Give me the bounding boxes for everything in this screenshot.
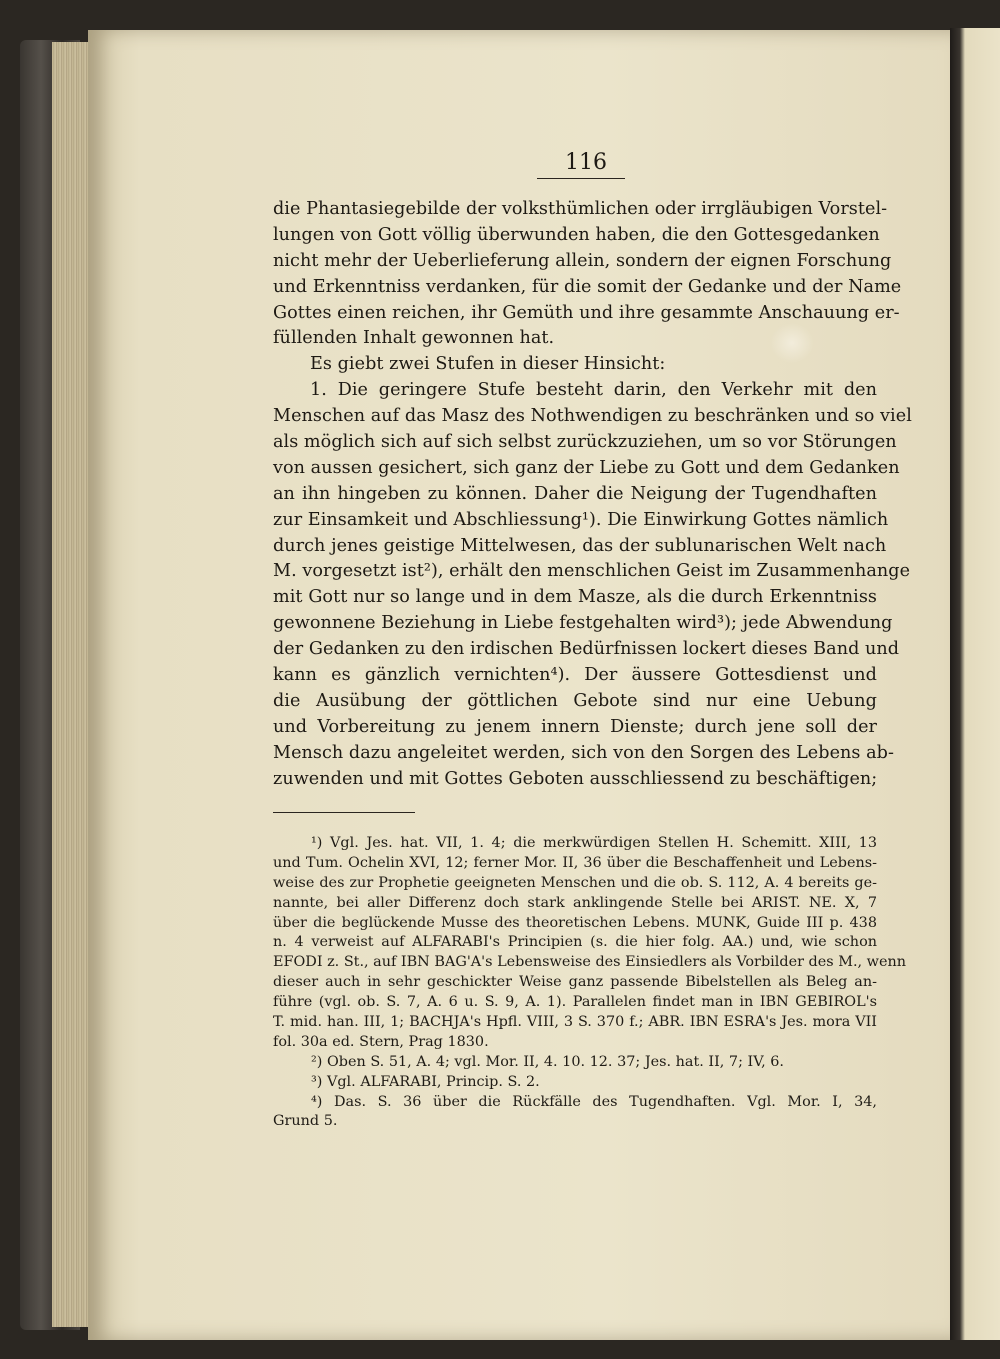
text-line: zuwenden und mit Gottes Geboten ausschliessend zu beschäftigen; <box>273 768 878 789</box>
footnote-line: nannte, bei aller Differenz doch stark anklingende Stelle bei ARIST. NE. X, 7 <box>273 894 877 911</box>
page-number: 116 <box>565 150 607 175</box>
text-line: Es giebt zwei Stufen in dieser Hinsicht: <box>310 354 666 375</box>
text-line: die Phantasiegebilde der volksthümlichen oder irrgläubigen Vorstel- <box>273 199 888 219</box>
text-line: als möglich sich auf sich selbst zurückzuziehen, um so vor Störungen <box>273 432 897 453</box>
text-line: an ihn hingeben zu können. Daher die Neigung der Tugendhaften <box>273 483 877 504</box>
text-line: der Gedanken zu den irdischen Bedürfnissen lockert dieses Band und <box>273 639 900 660</box>
text-line: nicht mehr der Ueberlieferung allein, sondern der eignen Forschung <box>273 250 892 271</box>
text-line: die Ausübung der göttlichen Gebote sind nur eine Uebung <box>273 690 877 711</box>
text-line: lungen von Gott völlig überwunden haben, die den Gottesgedanken <box>273 224 880 245</box>
text-line: füllenden Inhalt gewonnen hat. <box>273 328 555 349</box>
facing-page-edge <box>950 28 1000 1340</box>
text-line: M. vorgesetzt ist²), erhält den menschlichen Geist im Zusammenhange <box>273 561 911 582</box>
footnote-line: n. 4 verweist auf ALFARABI's Principien (s. die hier folg. AA.) und, wie schon <box>273 934 877 951</box>
main-text-block <box>273 197 912 792</box>
footnote-rule <box>273 812 415 813</box>
text-line: durch jenes geistige Mittelwesen, das der sublunarischen Welt nach <box>273 535 887 556</box>
text-line: zur Einsamkeit und Abschliessung¹). Die Einwirkung Gottes nämlich <box>273 509 889 530</box>
footnote-line: Grund 5. <box>273 1113 338 1130</box>
footnote-line: dieser auch in sehr geschickter Weise ganz passende Bibelstellen als Beleg an- <box>273 974 877 991</box>
footnote-line: ⁴) Das. S. 36 über die Rückfälle des Tugendhaften. Vgl. Mor. I, 34, <box>311 1093 877 1110</box>
text-line: Gottes einen reichen, ihr Gemüth und ihre gesammte Anschauung er- <box>273 302 900 323</box>
footnote-line: weise des zur Prophetie geeigneten Menschen und die ob. S. 112, A. 4 bereits ge- <box>273 874 877 891</box>
footnote-line: ²) Oben S. 51, A. 4; vgl. Mor. II, 4. 10. 12. 37; Jes. hat. II, 7; IV, 6. <box>311 1053 784 1070</box>
text-line: gewonnene Beziehung in Liebe festgehalten wird³); jede Abwendung <box>273 613 893 634</box>
footnote-line: ³) Vgl. ALFARABI, Princip. S. 2. <box>311 1073 540 1090</box>
footnote-line: und Tum. Ochelin XVI, 12; ferner Mor. II, 36 über die Beschaffenheit und Lebens- <box>273 854 877 871</box>
footnote-line: T. mid. han. III, 1; BACHJA's Hpfl. VIII, 3 S. 370 f.; ABR. IBN ESRA's Jes. mora VII <box>273 1014 877 1031</box>
text-line: Mensch dazu angeleitet werden, sich von den Sorgen des Lebens ab- <box>273 742 894 763</box>
header-rule <box>537 178 625 179</box>
text-line: von aussen gesichert, sich ganz der Liebe zu Gott und dem Gedanken <box>273 457 900 478</box>
text-line: und Erkenntniss verdanken, für die somit der Gedanke und der Name <box>273 276 902 297</box>
footnote-line: fol. 30a ed. Stern, Prag 1830. <box>273 1033 489 1050</box>
text-line: und Vorbereitung zu jenem innern Dienste; durch jene soll der <box>273 716 877 737</box>
footnote-line: führe (vgl. ob. S. 7, A. 6 u. S. 9, A. 1). Parallelen findet man in IBN GEBIROL's <box>273 994 877 1011</box>
footnotes-block <box>273 834 907 1132</box>
text-line: Menschen auf das Masz des Nothwendigen zu beschränken und so viel <box>273 406 912 427</box>
footnote-line: EFODI z. St., auf IBN BAG'A's Lebensweise des Einsiedlers als Vorbilder des M., wenn <box>273 954 907 971</box>
text-line: kann es gänzlich vernichten⁴). Der äussere Gottesdienst und <box>273 665 877 686</box>
text-line: mit Gott nur so lange und in dem Masze, als die durch Erkenntniss <box>273 587 877 608</box>
footnote-line: ¹) Vgl. Jes. hat. VII, 1. 4; die merkwürdigen Stellen H. Schemitt. XIII, 13 <box>311 835 877 851</box>
footnote-line: über die beglückende Musse des theoretischen Lebens. MUNK, Guide III p. 438 <box>273 914 877 931</box>
text-line: 1. Die geringere Stufe besteht darin, den Verkehr mit den <box>310 380 877 401</box>
